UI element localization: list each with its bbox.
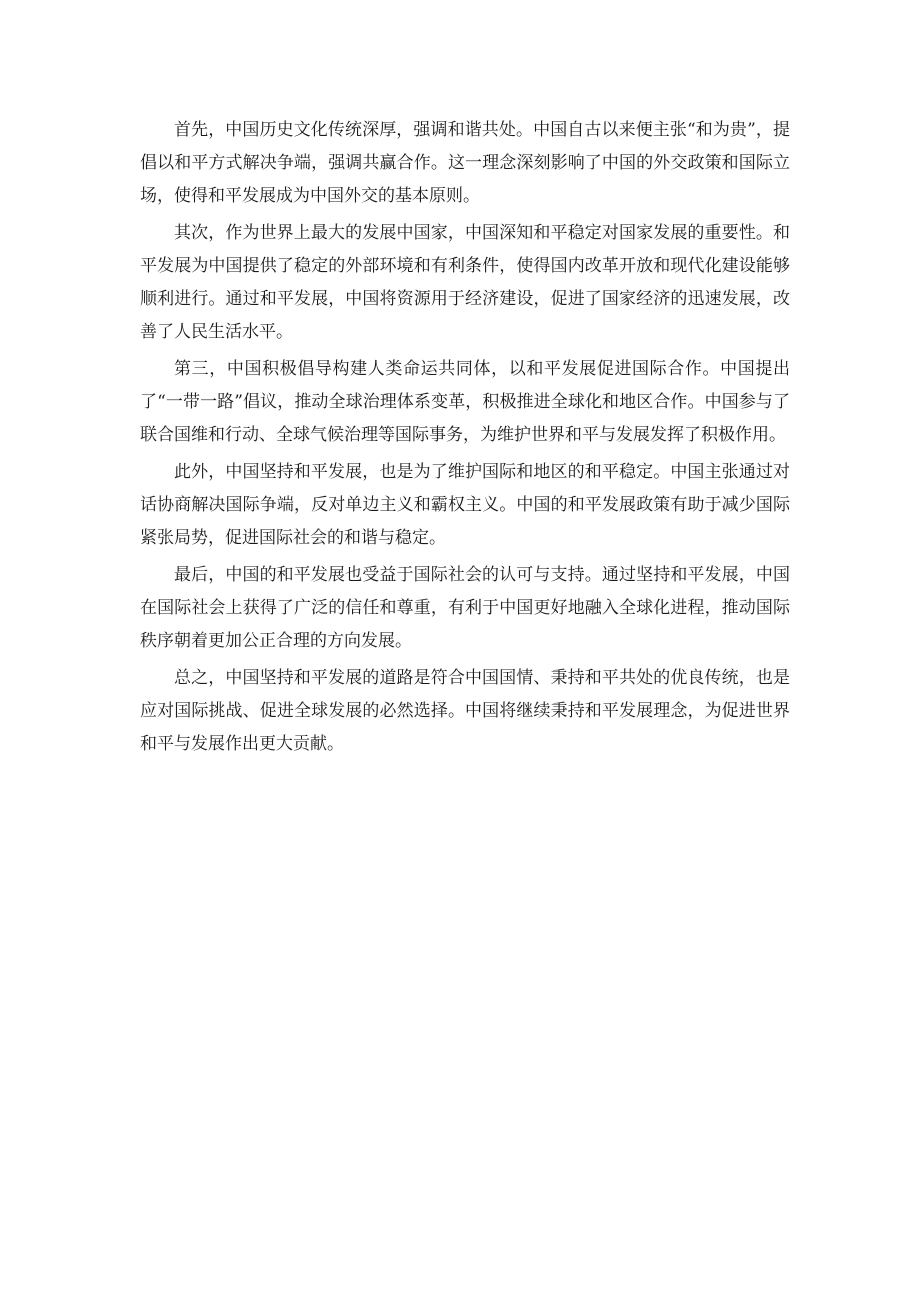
paragraph-6: 总之，中国坚持和平发展的道路是符合中国国情、秉持和平共处的优良传统，也是应对国际挑战、促进全球发展的必然选择。中国将继续秉持和平发展理念，为促进世界和平与发展作出更大贡献。 bbox=[140, 668, 790, 754]
paragraph-3: 第三，中国积极倡导构建人类命运共同体，以和平发展促进国际合作。中国提出了“一带一路”倡议，推动全球治理体系变革，积极推进全球化和地区合作。中国参与了联合国维和行动、全球气候治理等国际事务，为维护世界和平与发展发挥了积极作用。 bbox=[140, 359, 790, 445]
paragraph-5: 最后，中国的和平发展也受益于国际社会的认可与支持。通过坚持和平发展，中国在国际社会上获得了广泛的信任和尊重，有利于中国更好地融入全球化进程，推动国际秩序朝着更加公正合理的方向发展。 bbox=[140, 565, 790, 651]
paragraph-1: 首先，中国历史文化传统深厚，强调和谐共处。中国自古以来便主张“和为贵”，提倡以和平方式解决争端，强调共赢合作。这一理念深刻影响了中国的外交政策和国际立场，使得和平发展成为中国外交的基本原则。 bbox=[140, 120, 790, 206]
paragraph-4: 此外，中国坚持和平发展，也是为了维护国际和地区的和平稳定。中国主张通过对话协商解决国际争端，反对单边主义和霸权主义。中国的和平发展政策有助于减少国际紧张局势，促进国际社会的和谐与稳定。 bbox=[140, 462, 790, 548]
paragraph-2: 其次，作为世界上最大的发展中国家，中国深知和平稳定对国家发展的重要性。和平发展为中国提供了稳定的外部环境和有利条件，使得国内改革开放和现代化建设能够顺利进行。通过和平发展，中国将资源用于经济建设，促进了国家经济的迅速发展，改善了人民生活水平。 bbox=[140, 223, 790, 342]
document-body bbox=[140, 114, 790, 765]
